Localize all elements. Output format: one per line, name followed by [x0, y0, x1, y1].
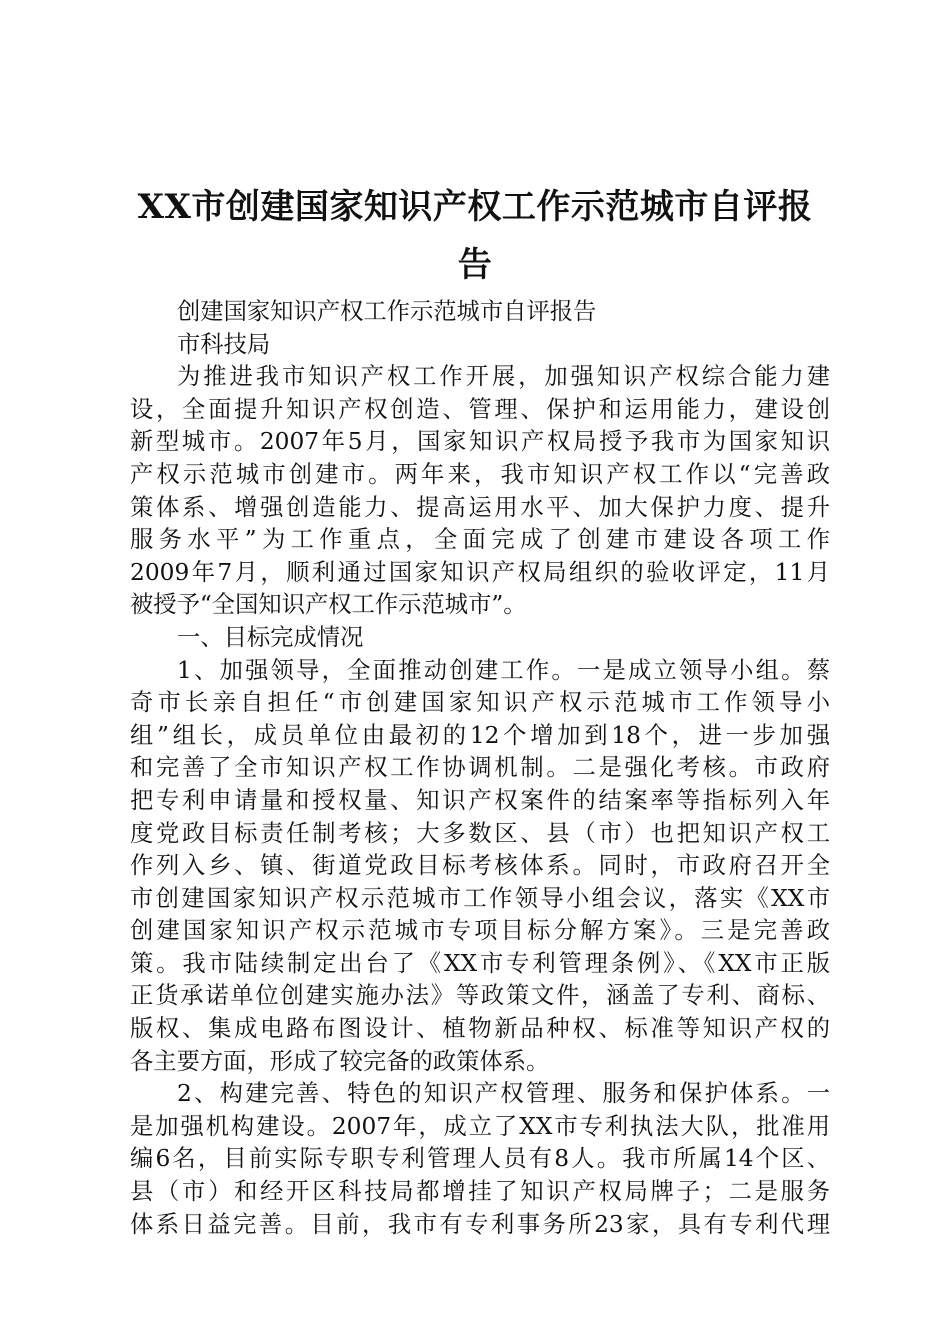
paragraph-line: 把专利申请量和授权量、知识产权案件的结案率等指标列入年: [130, 786, 830, 814]
paragraph-line: 设，全面提升知识产权创造、管理、保护和运用能力，建设创: [130, 395, 830, 423]
paragraph-line: 2009年7月，顺利通过国家知识产权局组织的验收评定，11月: [130, 558, 830, 586]
paragraph-line: 组”组长，成员单位由最初的12个增加到18个，进一步加强: [130, 721, 830, 749]
paragraph-line: 县（市）和经开区科技局都增挂了知识产权局牌子；二是服务: [130, 1178, 830, 1206]
section-heading: 一、目标完成情况: [177, 623, 364, 651]
paragraph-line: 策。我市陆续制定出台了《XX市专利管理条例》、《XX市正版: [130, 949, 830, 977]
paragraph-line: 服务水平”为工作重点，全面完成了创建市建设各项工作: [130, 526, 830, 554]
paragraph-line: 是加强机构建设。2007年，成立了XX市专利执法大队，批准用: [130, 1112, 830, 1140]
paragraph-line: 体系日益完善。目前，我市有专利事务所23家，具有专利代理: [130, 1210, 830, 1238]
paragraph-line: 市创建国家知识产权示范城市工作领导小组会议，落实《XX市: [130, 884, 830, 912]
paragraph-line: 作列入乡、镇、街道党政目标考核体系。同时，市政府召开全: [130, 852, 830, 880]
paragraph-line: 各主要方面，形成了较完备的政策体系。: [130, 1047, 550, 1075]
paragraph-line: 2、构建完善、特色的知识产权管理、服务和保护体系。一: [177, 1080, 830, 1108]
paragraph-line: 正货承诺单位创建实施办法》等政策文件，涵盖了专利、商标、: [130, 982, 830, 1010]
paragraph-line: 编6名，目前实际专职专利管理人员有8人。我市所属14个区、: [130, 1145, 830, 1173]
paragraph-line: 创建国家知识产权示范城市专项目标分解方案》。三是完善政: [130, 917, 830, 945]
paragraph-line: 奇市长亲自担任“市创建国家知识产权示范城市工作领导小: [130, 689, 830, 717]
paragraph-line: 版权、集成电路布图设计、植物新品种权、标准等知识产权的: [130, 1015, 830, 1043]
paragraph-line: 和完善了全市知识产权工作协调机制。二是强化考核。市政府: [130, 754, 830, 782]
paragraph-line: 新型城市。2007年5月，国家知识产权局授予我市为国家知识: [130, 428, 830, 456]
paragraph-line: 1、加强领导，全面推动创建工作。一是成立领导小组。蔡: [177, 656, 830, 684]
paragraph-line: 产权示范城市创建市。两年来，我市知识产权工作以“完善政: [130, 460, 830, 488]
author-line: 市科技局: [177, 330, 271, 358]
paragraph-line: 为推进我市知识产权工作开展，加强知识产权综合能力建: [177, 363, 830, 391]
document-body: [130, 296, 830, 1241]
paragraph-line: 策体系、增强创造能力、提高运用水平、加大保护力度、提升: [130, 493, 830, 521]
paragraph-line: 度党政目标责任制考核；大多数区、县（市）也把知识产权工: [130, 819, 830, 847]
subtitle-line: 创建国家知识产权工作示范城市自评报告: [177, 298, 597, 325]
document-title-line-2: 告: [457, 245, 493, 285]
paragraph-line: 被授予“全国知识产权工作示范城市”。: [130, 591, 527, 619]
document-title-line-1: XX市创建国家知识产权工作示范城市自评报: [137, 187, 813, 227]
